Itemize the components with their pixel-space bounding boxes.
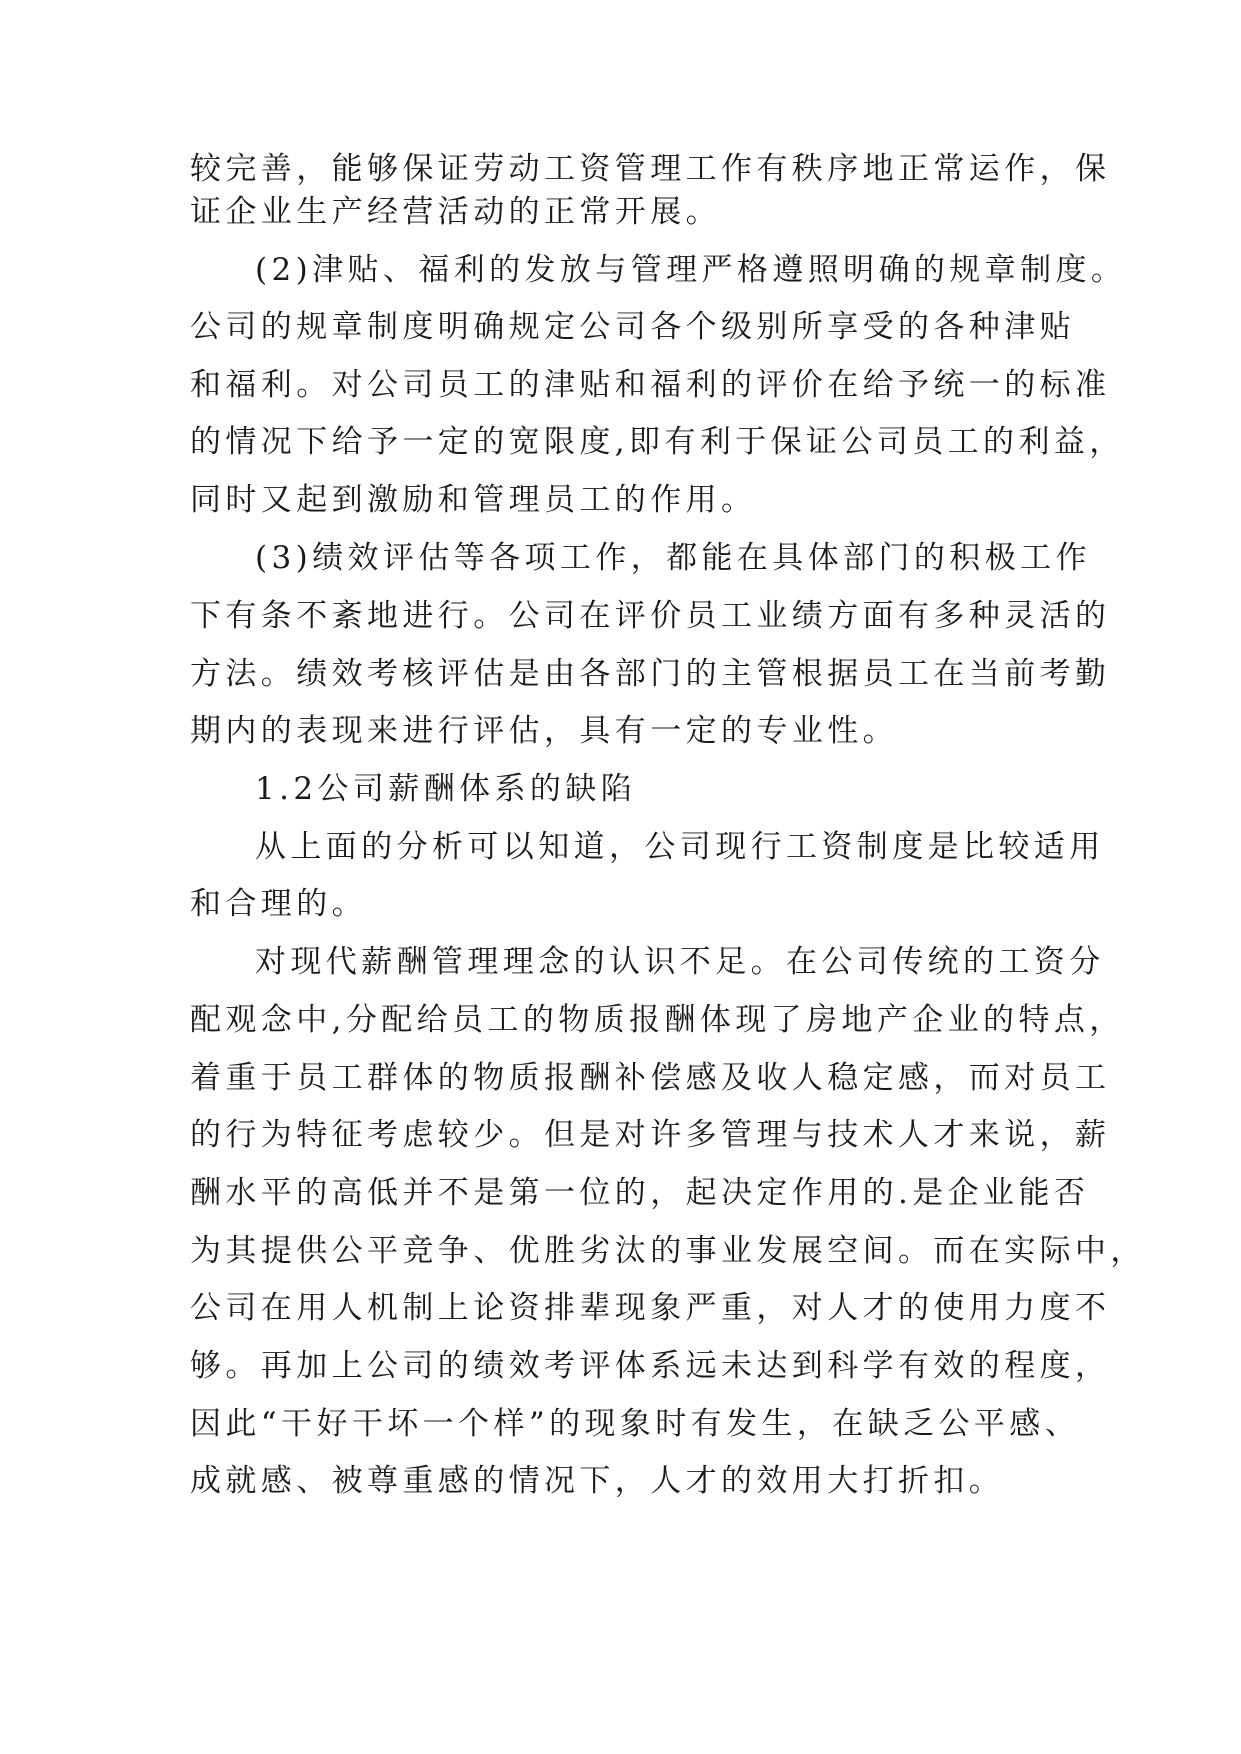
text-line: 期内的表现来进行评估，具有一定的专业性。 xyxy=(190,713,898,749)
text-line: 和合理的。 xyxy=(190,886,367,922)
paragraph-start: (2)津贴、福利的发放与管理严格遵照明确的规章制度。 xyxy=(255,252,1127,288)
text-line: 公司的规章制度明确规定公司各个级别所享受的各种津贴 xyxy=(190,309,1075,345)
text-line: 为其提供公平竞争、优胜劣汰的事业发展空间。而在实际中， xyxy=(190,1233,1146,1269)
paragraph-start: 从上面的分析可以知道，公司现行工资制度是比较适用 xyxy=(255,829,1105,865)
text-line: 同时又起到激励和管理员工的作用。 xyxy=(190,482,757,518)
text-line: 下有条不紊地进行。公司在评价员工业绩方面有多种灵活的 xyxy=(190,598,1111,634)
text-line: 够。再加上公司的绩效考评体系远未达到科学有效的程度， xyxy=(190,1348,1111,1384)
text-line: 配观念中,分配给员工的物质报酬体现了房地产企业的特点， xyxy=(190,1002,1125,1038)
text-line: 方法。绩效考核评估是由各部门的主管根据员工在当前考勤 xyxy=(190,656,1111,692)
text-line: 和福利。对公司员工的津贴和福利的评价在给予统一的标准 xyxy=(190,367,1111,403)
paragraph-start: (3)绩效评估等各项工作，都能在具体部门的积极工作 xyxy=(255,540,1091,576)
text-line: 酬水平的高低并不是第一位的，起决定作用的.是企业能否 xyxy=(190,1175,1090,1211)
text-line: 成就感、被尊重感的情况下，人才的效用大打折扣。 xyxy=(190,1463,1005,1499)
text-line: 的行为特征考虑较少。但是对许多管理与技术人才来说，薪 xyxy=(190,1117,1111,1153)
text-line: 的情况下给予一定的宽限度,即有利于保证公司员工的利益， xyxy=(190,424,1125,460)
text-line: 公司在用人机制上论资排辈现象严重，对人才的使用力度不 xyxy=(190,1290,1111,1326)
text-line: 因此“干好干坏一个样”的现象时有发生，在缺乏公平感、 xyxy=(190,1406,1081,1442)
text-line: 较完善，能够保证劳动工资管理工作有秩序地正常运作，保 xyxy=(190,151,1111,187)
text-line: 证企业生产经营活动的正常开展。 xyxy=(190,194,721,230)
text-line: 着重于员工群体的物质报酬补偿感及收人稳定感，而对员工 xyxy=(190,1060,1111,1096)
paragraph-start: 对现代薪酬管理理念的认识不足。在公司传统的工资分 xyxy=(255,944,1105,980)
section-heading: 1.2公司薪酬体系的缺陷 xyxy=(255,771,637,807)
